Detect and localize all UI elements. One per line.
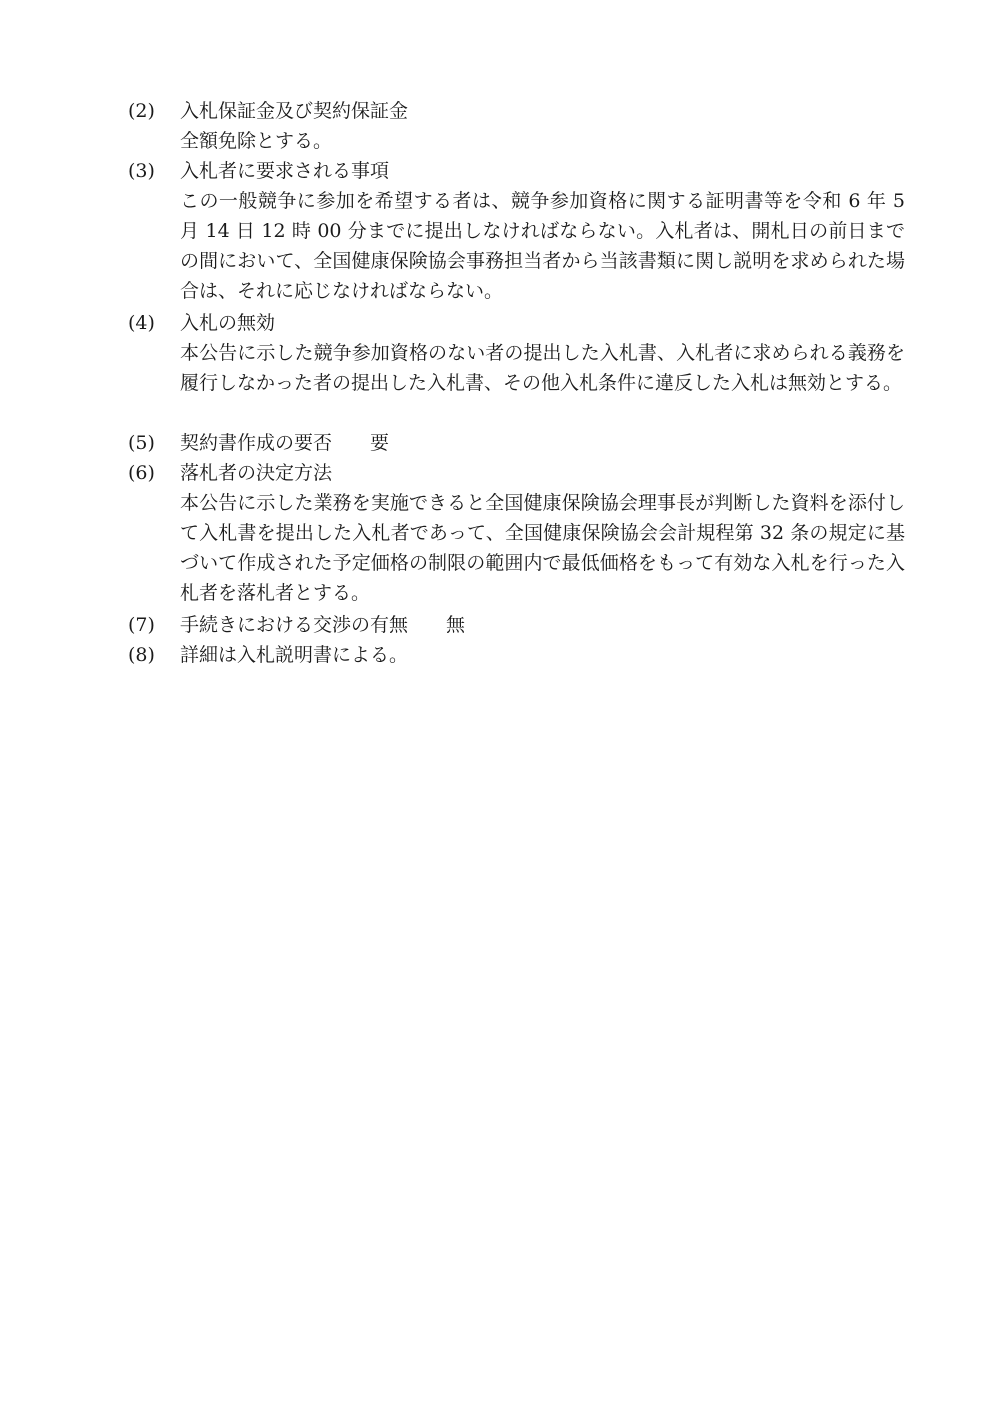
- section-paragraph: 本公告に示した競争参加資格のない者の提出した入札書、入札者に求められる義務を履行しなかった者の提出した入札書、その他入札条件に違反した入札は無効とする。: [180, 342, 905, 394]
- section-heading: 詳細は入札説明書による。: [180, 644, 409, 666]
- section-value: 無: [446, 614, 466, 636]
- section-body: [180, 610, 905, 640]
- section-heading: 手続きにおける交渉の有無: [180, 614, 409, 636]
- section-heading: 入札保証金及び契約保証金: [180, 100, 409, 122]
- section-number: (5): [128, 432, 155, 454]
- section-number: (4): [128, 312, 155, 334]
- section-number: (2): [128, 100, 155, 122]
- section-value: 要: [370, 432, 390, 454]
- section-item-3: [128, 156, 918, 306]
- section-item-7: [128, 610, 918, 640]
- section-item-5: [128, 428, 918, 458]
- section-heading: 入札者に要求される事項: [180, 160, 390, 182]
- section-paragraph: 本公告に示した業務を実施できると全国健康保険協会理事長が判断した資料を添付して入札書を提出した入札者であって、全国健康保険協会会計規程第 32 条の規定に基づいて作成された予定価格の制限の範囲内で最低価格をもって有効な入札を行った入札者を落札者とする。: [180, 492, 905, 604]
- section-number: (7): [128, 614, 155, 636]
- section-paragraph: この一般競争に参加を希望する者は、競争参加資格に関する証明書等を令和 6 年 5 月 14 日 12 時 00 分までに提出しなければならない。入札者は、開札日の前日までの間において、全国健康保険協会事務担当者から当該書類に関し説明を求められた場合は、それに応じなければならない。: [180, 190, 905, 302]
- section-body: [180, 428, 905, 458]
- section-heading-line: [180, 610, 905, 640]
- section-heading: 落札者の決定方法: [180, 462, 333, 484]
- section-number: (3): [128, 160, 155, 182]
- section-item-6: [128, 458, 918, 608]
- section-item-2: [128, 96, 918, 156]
- section-number: (8): [128, 644, 155, 666]
- section-body: [180, 640, 905, 670]
- section-heading: 入札の無効: [180, 312, 276, 334]
- section-paragraph: 全額免除とする。: [180, 130, 333, 152]
- section-item-8: [128, 640, 918, 670]
- section-item-4: [128, 308, 918, 398]
- section-number: (6): [128, 462, 155, 484]
- section-body: [180, 308, 905, 398]
- section-body: [180, 458, 905, 608]
- section-heading: 契約書作成の要否: [180, 432, 333, 454]
- section-body: [180, 156, 905, 306]
- section-body: [180, 96, 905, 156]
- section-heading-line: [180, 428, 905, 458]
